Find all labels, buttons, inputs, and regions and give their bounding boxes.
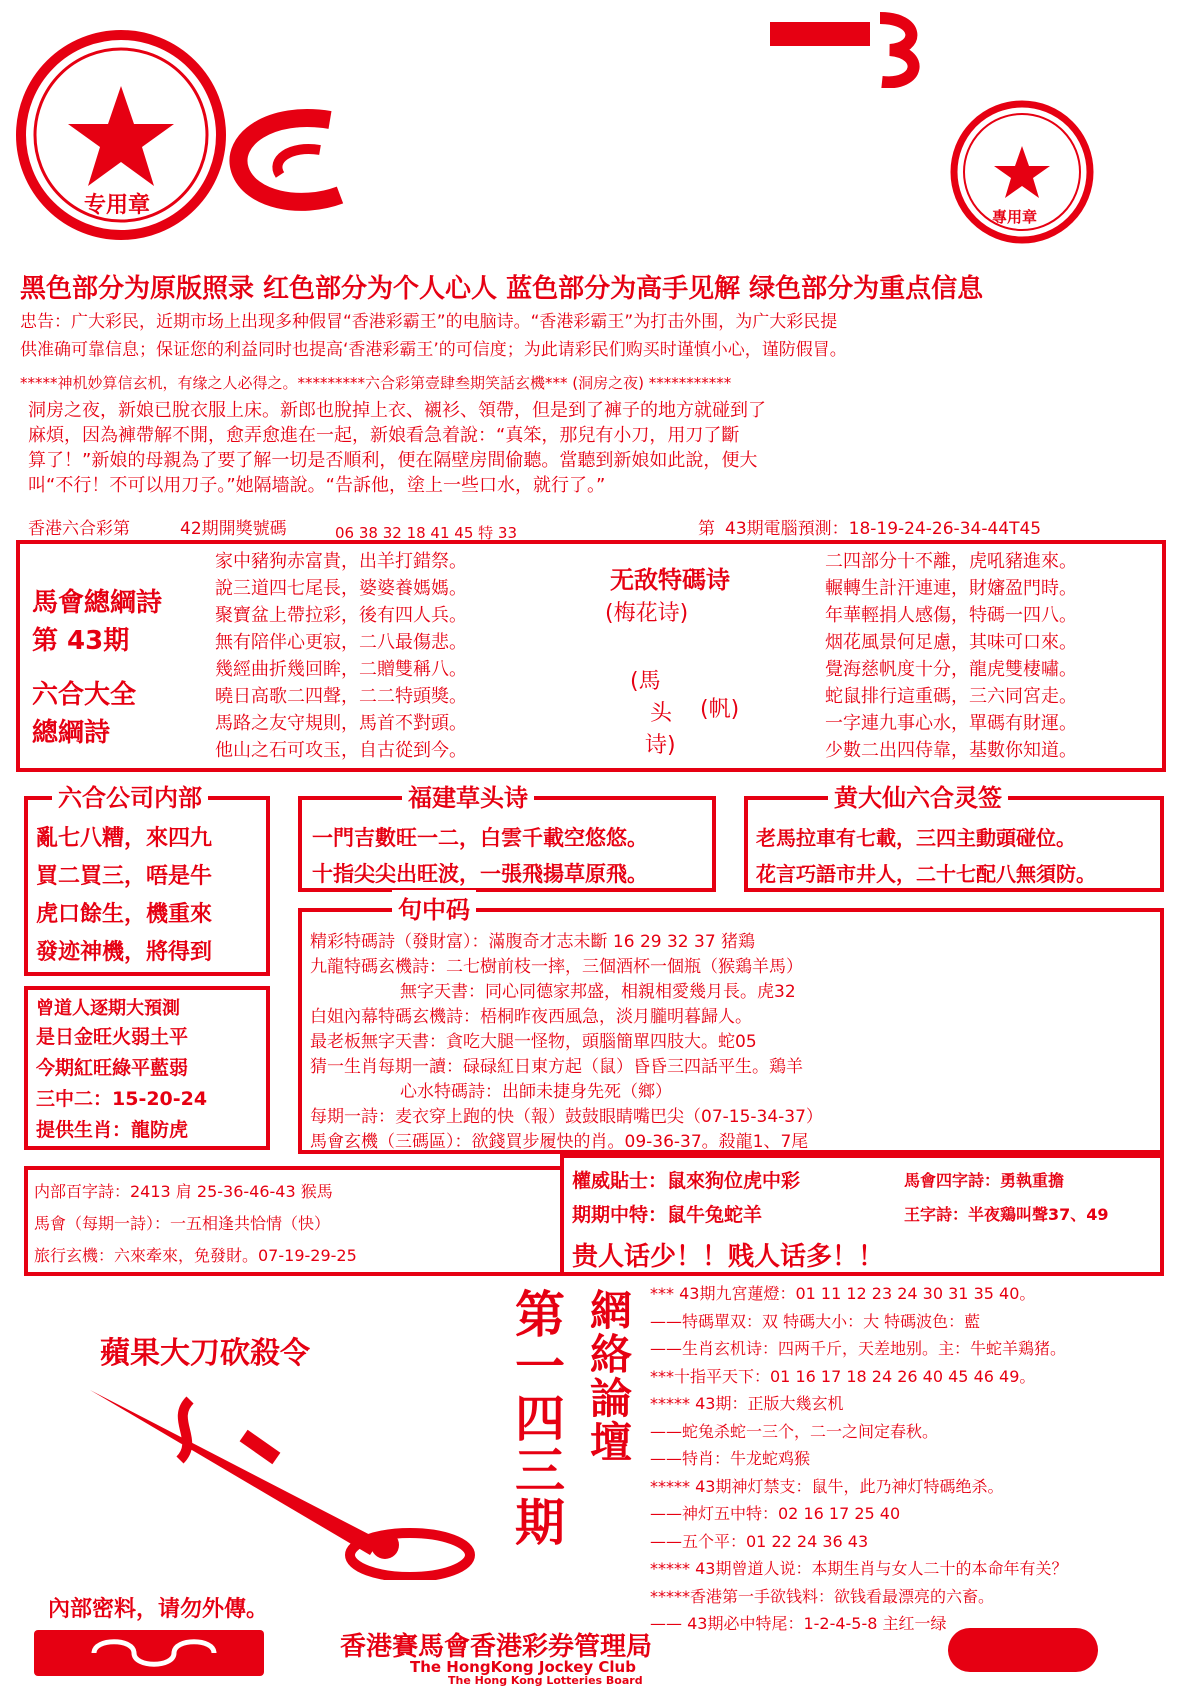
tips-king: 王字詩：半夜鶏叫聲37、49 [904, 1205, 1109, 1224]
juzhong-line: 猜一生肖每期一讀：碌碌紅日東方起（鼠）昏昏三四話平生。鶏羊 [310, 1057, 803, 1077]
zeng-title: 曾道人逐期大預測 [36, 998, 180, 1019]
tips-slogan: 贵人话少！！贱人话多！！ [572, 1242, 885, 1272]
footer-sub1: The HongKong Jockey Club [410, 1658, 636, 1676]
inside-line: 旅行玄機：六來牽來，免發財。07-19-29-25 [34, 1246, 357, 1265]
stamp-right-label: 專用章 [992, 208, 1038, 226]
fujian-title: 福建草头诗 [402, 778, 534, 813]
forum-line: ——特肖：牛龙蛇鸡猴 [650, 1449, 811, 1468]
result-bar [20, 510, 1170, 542]
tips-always: 期期中特：鼠牛兔蛇羊 [572, 1204, 763, 1226]
poem-line: 年華輕捐人感傷，特碼一四八。 [825, 605, 1077, 626]
footer-sub2: The Hong Kong Lotteries Board [448, 1674, 643, 1687]
huang-title: 黄大仙六合灵签 [828, 778, 1008, 813]
fujian-lines [312, 820, 648, 892]
result-numbers: 06 38 32 18 41 45 特 33 [335, 524, 517, 542]
center-b: 头 [650, 701, 673, 726]
forum-line: *** 43期九宮蓮燈：01 11 12 23 24 30 31 35 40。 [650, 1284, 1036, 1303]
fujian-line: 十指尖尖出旺波，一張飛揚草原飛。 [312, 862, 648, 886]
company-lines [36, 820, 212, 972]
joke-line: 洞房之夜，新娘已脫衣服上床。新郎也脫掉上衣、襯衫、領帶，但是到了褲子的地方就碰到了 [28, 400, 766, 421]
poem-right [825, 548, 1077, 764]
forum-vertical: 網絡論壇 [584, 1288, 633, 1464]
forum-line: ***十指平天下：01 16 17 18 24 26 40 45 46 49。 [650, 1366, 1036, 1386]
poem-title: 六合大全 [32, 680, 137, 710]
dagger-icon [80, 1380, 500, 1580]
joke-header: *****神机妙算信玄机，有缘之人必得之。*********六合彩第壹肆叁期笑話玄機*** (洞房之夜) *********** [20, 374, 732, 392]
stamp-right [948, 98, 1096, 246]
poem-line: 無有陪伴心更寂，二八最傷悲。 [215, 632, 467, 653]
poem-line: 覺海慈帆度十分，龍虎雙棲嘯。 [825, 659, 1077, 680]
poem-title: 總綱詩 [32, 718, 111, 748]
inside-box [24, 1166, 564, 1276]
center-a: (馬 [630, 669, 661, 694]
result-left-issue: 42期開獎號碼 [180, 519, 287, 539]
poem-box [16, 540, 1166, 772]
poem-title: 馬會總綱詩 [32, 588, 163, 618]
juzhong-lines [310, 930, 823, 1155]
forum-line: *****香港第一手欲钱料：欲钱看最漂亮的六畜。 [650, 1586, 995, 1606]
juzhong-line: 精彩特碼詩（發財富）：滿腹奇才志未斷 16 29 32 37 猪鶏 [310, 932, 756, 952]
juzhong-line: 馬會玄機（三碼區）：欲錢買步履快的肖。09-36-37。殺龍1、7尾 [310, 1132, 809, 1152]
zeng-lines [36, 1022, 207, 1146]
juzhong-line: 九龍特碼玄機詩：二七樹前枝一摔，三個酒杯一個瓶（猴鶏羊馬） [310, 957, 803, 977]
zeng-line: 是日金旺火弱土平 [36, 1026, 189, 1048]
center-title: 无敌特碼诗 [610, 566, 730, 594]
juzhong-line: 最老板無字天書：貪吃大腿一怪物，頭腦簡單四肢大。蛇05 [310, 1032, 757, 1052]
poem-line: 家中豬狗赤富貴，出羊打錯祭。 [215, 551, 467, 572]
joke-line: 叫“不行！不可以用刀子。”她隔墻說。“告訴他，塗上一些口水，就行了。” [28, 475, 606, 496]
poem-line: 輾轉生計汗連連，財嬸盈門時。 [825, 578, 1077, 599]
poem-line: 烟花風景何足慮，其味可口來。 [825, 632, 1077, 653]
forum-line: ***** 43期神灯禁支：鼠牛，此乃神灯特碼绝杀。 [650, 1476, 1004, 1496]
poem-line: 他山之石可攻玉，自古從到今。 [215, 740, 467, 761]
center-sub: (梅花诗) [605, 601, 689, 626]
tips-horse4: 馬會四字詩：勇執重擔 [904, 1171, 1065, 1190]
apple-title: 蘋果大刀砍殺令 [100, 1336, 310, 1371]
issue-vertical: 第一四三期 [507, 1288, 565, 1548]
inside-line: 内部百字詩：2413 肩 25-36-46-43 猴馬 [34, 1182, 333, 1201]
poem-line: 馬路之友守規則，馬首不對頭。 [215, 713, 467, 734]
company-box [24, 784, 270, 976]
forum-line: ***** 43期曾道人说：本期生肖与女人二十的本命年有关？ [650, 1559, 1068, 1578]
fujian-box [298, 784, 716, 892]
company-line: 買二買三，唔是牛 [36, 864, 213, 889]
brand-swirl-logo [210, 100, 350, 230]
inside-note: 內部密料，请勿外傳。 [48, 1597, 269, 1622]
center-d: 诗) [645, 733, 676, 758]
juzhong-line: 每期一詩：麦衣穿上跑的快（報）鼓鼓眼睛嘴巴尖（07-15-34-37） [310, 1107, 823, 1127]
juzhong-line: 心水特碼詩：出師未捷身先死（鄉） [400, 1082, 672, 1102]
huang-line: 花言巧語市井人，二十七配八無須防。 [756, 862, 1096, 886]
zeng-line: 今期紅旺綠平藍弱 [36, 1057, 189, 1079]
stamp-left-label: 专用章 [84, 193, 151, 218]
notice-line: 供准确可靠信息；保证您的利益同时也提高‘香港彩霸王’的可信度；为此请彩民们购买时谨慎小心，谨防假冒。 [20, 340, 847, 360]
juzhong-box [298, 896, 1164, 1154]
result-right-issue: 43期電腦預測：18-19-24-26-34-44T45 [725, 519, 1042, 539]
footer-right-logo [948, 1628, 1098, 1672]
forum-line: —— 43期必中特尾：1-2-4-5-8 主红一绿 [650, 1614, 947, 1633]
dagger-illustration [80, 1380, 500, 1580]
zeng-line: 提供生肖：龍防虎 [36, 1119, 189, 1141]
fujian-line: 一門吉數旺一二，白雲千載空悠悠。 [312, 826, 648, 850]
huang-line: 老馬拉車有七載，三四主動頭碰位。 [756, 826, 1076, 850]
forum-line: ——神灯五中特：02 16 17 25 40 [650, 1504, 901, 1523]
tips-tip: 權威貼士：鼠來狗位虎中彩 [572, 1170, 801, 1192]
poem-line: 少數二出四侍靠，基數你知道。 [825, 740, 1077, 761]
poem-line: 幾經曲折幾回眸，二贈雙稱八。 [215, 659, 467, 680]
inside-lines [34, 1176, 357, 1272]
center-c: (帆) [700, 697, 740, 722]
company-line: 亂七八糟，來四九 [36, 826, 213, 851]
notice [20, 308, 847, 364]
inside-line: 馬會（每期一詩）：一五相逢共恰情（快） [34, 1214, 331, 1233]
poem-left-titles [32, 584, 162, 752]
result-left-label: 香港六合彩第 [28, 519, 130, 539]
color-legend: 黑色部分为原版照录 红色部分为个人心人 蓝色部分为高手见解 绿色部分为重点信息 [20, 274, 984, 304]
poem-line: 二四部分十不離，虎吼豬進來。 [825, 551, 1077, 572]
huang-box [744, 784, 1164, 892]
company-line: 發迹神機，將得到 [36, 940, 213, 965]
poem-middle [215, 548, 467, 764]
footer-left-logo [34, 1630, 264, 1676]
result-right-label: 第 [698, 519, 715, 539]
joke-line: 算了！”新娘的母親為了要了解一切是否順利，便在隔壁房間偷聽。當聽到新娘如此說，便大 [28, 450, 758, 471]
forum-line: ——特碼單双：双 特碼大小：大 特碼波色：藍 [650, 1311, 981, 1331]
footer-main: 香港賽馬會香港彩券管理局 [340, 1632, 653, 1662]
poem-line: 一字連九事心水，單碼有財運。 [825, 713, 1077, 734]
forum-line: ***** 43期：正版大幾玄机 [650, 1394, 844, 1413]
poem-line: 曉日高歌二四聲，二二特頭獎。 [215, 686, 467, 707]
juzhong-title: 句中码 [392, 890, 476, 925]
poem-line: 蛇鼠排行這重碼，三六同宮走。 [825, 686, 1077, 707]
poem-issue: 第 43期 [32, 626, 130, 656]
joke-line: 麻煩，因為褲帶解不開，愈弄愈進在一起，新娘看急着說：“真笨，那兒有小刀，用刀了斷 [28, 425, 740, 446]
poem-line: 聚寶盆上帶拉彩，後有四人兵。 [215, 605, 467, 626]
notice-line: 忠告：广大彩民，近期市场上出现多种假冒“香港彩霸王”的电脑诗。“香港彩霸王”为打击外围，为广大彩民提 [20, 312, 838, 332]
huang-lines [756, 820, 1096, 892]
stamp-left [14, 28, 228, 242]
forum-line: ——蛇兔杀蛇一三个，二一之间定春秋。 [650, 1421, 939, 1441]
tips-box [560, 1154, 1164, 1276]
zeng-line: 三中二：15-20-24 [36, 1088, 208, 1110]
zeng-box [24, 986, 270, 1150]
forum-line: ——五个平：01 22 24 36 43 [650, 1531, 869, 1551]
forum-lines [650, 1280, 1067, 1638]
poem-line: 說三道四七尾長，婆婆養媽媽。 [215, 578, 467, 599]
juzhong-line: 無字天書：同心同德家邦盛，相親相愛幾月長。虎32 [400, 982, 796, 1002]
forum-line: ——生肖玄机诗：四两千斤，天差地别。主：牛蛇羊鶏猪。 [650, 1339, 1067, 1358]
brand-top-logo [770, 8, 930, 88]
joke-body [28, 398, 766, 498]
company-line: 虎口餘生，機重來 [36, 902, 213, 927]
juzhong-line: 白姐內幕特碼玄機詩：梧桐昨夜西風急，淡月朧明暮歸人。 [310, 1007, 752, 1027]
company-title: 六合公司内部 [52, 778, 208, 813]
